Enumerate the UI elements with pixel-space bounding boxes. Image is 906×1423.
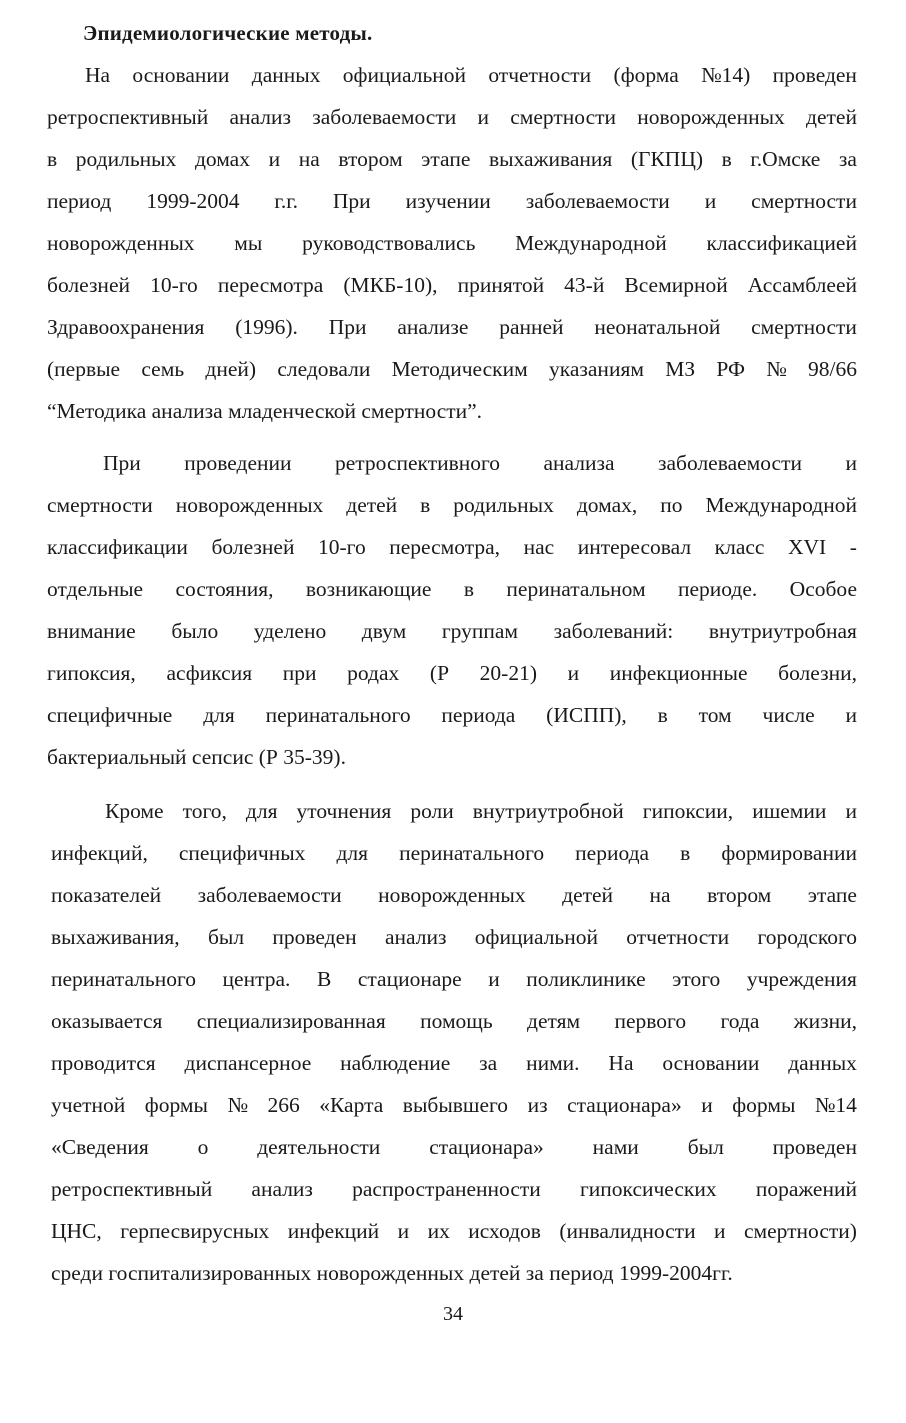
text-line: отдельные состояния, возникающие в перинатальном периоде. Особое (47, 577, 857, 601)
text-line: бактериальный сепсис (Р 35-39). (47, 745, 346, 769)
section-heading: Эпидемиологические методы. (83, 21, 373, 45)
text-line: в родильных домах и на втором этапе выхаживания (ГКПЦ) в г.Омске за (47, 147, 857, 171)
text-line: ретроспективный анализ распространенности гипоксических поражений (51, 1177, 857, 1201)
text-line: выхаживания, был проведен анализ официальной отчетности городского (51, 925, 857, 949)
text-line: Здравоохранения (1996). При анализе ранней неонатальной смертности (47, 315, 857, 339)
text-line: классификации болезней 10-го пересмотра, нас интересовал класс XVI - (47, 535, 857, 559)
text-line: гипоксия, асфиксия при родах (Р 20-21) и инфекционные болезни, (47, 661, 857, 685)
text-line: «Сведения о деятельности стационара» нами был проведен (51, 1135, 857, 1159)
text-line: специфичные для перинатального периода (ИСПП), в том числе и (47, 703, 857, 727)
text-line: “Методика анализа младенческой смертности”. (47, 399, 483, 423)
text-line: проводится диспансерное наблюдение за ними. На основании данных (51, 1051, 857, 1075)
page-number: 34 (443, 1303, 463, 1325)
text-line: оказывается специализированная помощь детям первого года жизни, (51, 1009, 857, 1033)
text-line: На основании данных официальной отчетности (форма №14) проведен (85, 63, 857, 87)
text-line: показателей заболеваемости новорожденных детей на втором этапе (51, 883, 857, 907)
text-line: новорожденных мы руководствовались Международной классификацией (47, 231, 857, 255)
text-line: среди госпитализированных новорожденных детей за период 1999-2004гг. (51, 1261, 733, 1285)
text-line: (первые семь дней) следовали Методическим указаниям МЗ РФ № 98/66 (47, 357, 857, 381)
text-line: Кроме того, для уточнения роли внутриутробной гипоксии, ишемии и (105, 799, 857, 823)
text-line: учетной формы № 266 «Карта выбывшего из стационара» и формы №14 (51, 1093, 857, 1117)
text-line: ретроспективный анализ заболеваемости и смертности новорожденных детей (47, 105, 857, 129)
text-line: болезней 10-го пересмотра (МКБ-10), принятой 43-й Всемирной Ассамблеей (47, 273, 857, 297)
text-line: инфекций, специфичных для перинатального периода в формировании (51, 841, 857, 865)
text-line: смертности новорожденных детей в родильных домах, по Международной (47, 493, 857, 517)
text-line: При проведении ретроспективного анализа заболеваемости и (103, 451, 857, 475)
text-line: ЦНС, герпесвирусных инфекций и их исходов (инвалидности и смертности) (51, 1219, 857, 1243)
text-line: внимание было уделено двум группам заболеваний: внутриутробная (47, 619, 857, 643)
text-line: период 1999-2004 г.г. При изучении заболеваемости и смертности (47, 189, 857, 213)
text-line: перинатального центра. В стационаре и поликлинике этого учреждения (51, 967, 857, 991)
